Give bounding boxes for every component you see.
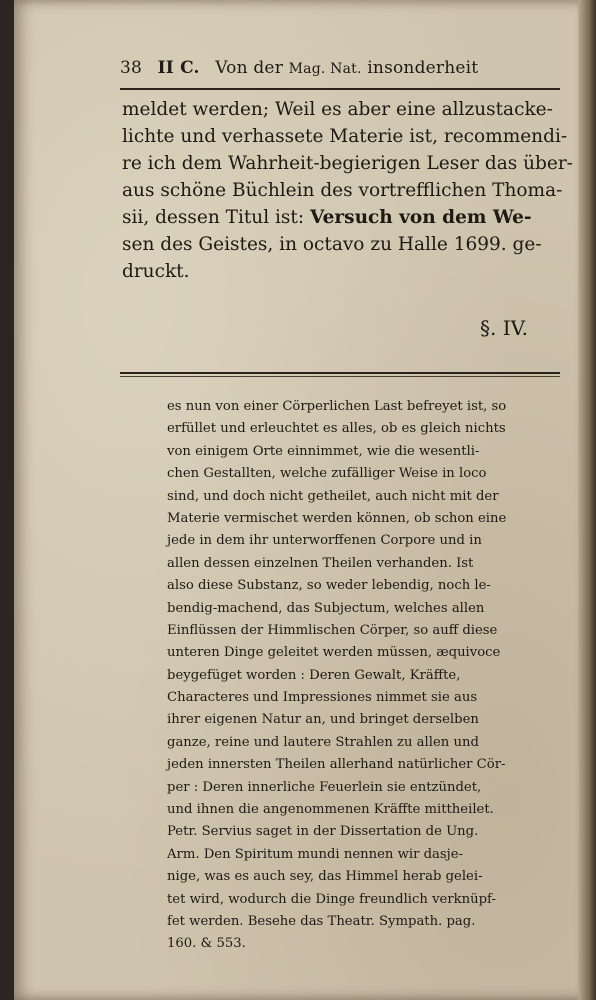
text-line: allen dessen einzelnen Theilen verhanden. Ist bbox=[167, 555, 474, 571]
section-rule-thin bbox=[120, 376, 560, 377]
text-line: Einflüssen der Himmlischen Cörper, so auff diese bbox=[167, 622, 498, 638]
text-line: sind, und doch nicht getheilet, auch nicht mit der bbox=[167, 488, 499, 504]
header-title-small: Mag. Nat. bbox=[288, 61, 362, 77]
page-number: 38 bbox=[120, 58, 143, 78]
text-fragment: sii, dessen Titul ist: bbox=[122, 207, 305, 228]
text-line: aus schöne Büchlein des vortrefflichen Thoma- bbox=[122, 180, 563, 201]
header-section: II C. bbox=[157, 58, 200, 78]
text-line: erfüllet und erleuchtet es alles, ob es gleich nichts bbox=[167, 421, 506, 437]
text-line: tet wird, wodurch die Dinge freundlich verknüpf- bbox=[167, 891, 496, 907]
text-line: jeden innersten Theilen allerhand natürlicher Cör- bbox=[167, 757, 506, 773]
text-line: bendig-machend, das Subjectum, welches allen bbox=[167, 600, 485, 616]
text-line: Materie vermischet werden können, ob schon eine bbox=[167, 510, 507, 526]
text-line: jede in dem ihr unterworffenen Corpore und in bbox=[167, 533, 482, 549]
text-line: re ich dem Wahrheit-begierigen Leser das über- bbox=[122, 153, 573, 174]
text-line bbox=[122, 204, 568, 231]
text-line: Arm. Den Spiritum mundi nennen wir dasje- bbox=[167, 846, 464, 862]
text-line: Petr. Servius saget in der Dissertation de Ung. bbox=[167, 824, 479, 840]
text-line: beygefüget worden : Deren Gewalt, Kräffte, bbox=[167, 667, 461, 683]
text-line: druckt. bbox=[122, 261, 190, 282]
text-line: ihrer eigenen Natur an, und bringet derselben bbox=[167, 712, 479, 728]
text-line: von einigem Orte einnimmet, wie die wesentli- bbox=[167, 443, 480, 459]
running-header bbox=[120, 58, 560, 88]
header-title-end: insonderheit bbox=[367, 58, 479, 78]
book-page bbox=[14, 0, 588, 1000]
section-mark: §. IV. bbox=[480, 316, 528, 340]
text-line: 160. & 553. bbox=[167, 936, 246, 952]
text-line: ganze, reine und lautere Strahlen zu allen und bbox=[167, 734, 479, 750]
text-line: Characteres und Impressiones nimmet sie aus bbox=[167, 690, 478, 706]
text-line: und ihnen die angenommenen Kräffte mittheilet. bbox=[167, 802, 494, 818]
text-line: es nun von einer Cörperlichen Last befreyet ist, so bbox=[167, 399, 507, 414]
upper-paragraph bbox=[122, 96, 573, 285]
text-line: per : Deren innerliche Feuerlein sie entzündet, bbox=[167, 779, 482, 795]
text-line: lichte und verhassete Materie ist, recommendi- bbox=[122, 126, 568, 147]
text-line: sen des Geistes, in octavo zu Halle 1699. ge- bbox=[122, 234, 542, 255]
text-line: meldet werden; Weil es aber eine allzustacke- bbox=[122, 99, 553, 120]
book-title-inline: Versuch von dem We- bbox=[309, 207, 532, 228]
text-line: nige, was es auch sey, das Himmel herab gelei- bbox=[167, 869, 483, 885]
page-edge bbox=[578, 0, 596, 1000]
text-line: chen Gestallten, welche zufälliger Weise in loco bbox=[167, 466, 487, 482]
text-line: unteren Dinge geleitet werden müssen, æquivoce bbox=[167, 645, 501, 661]
header-rule bbox=[120, 88, 560, 90]
lower-paragraph bbox=[167, 396, 567, 956]
section-rule bbox=[120, 372, 560, 374]
header-title-start: Von der bbox=[215, 58, 284, 78]
text-line: fet werden. Besehe das Theatr. Sympath. pag. bbox=[167, 913, 476, 929]
text-line: also diese Substanz, so weder lebendig, noch le- bbox=[167, 578, 491, 594]
